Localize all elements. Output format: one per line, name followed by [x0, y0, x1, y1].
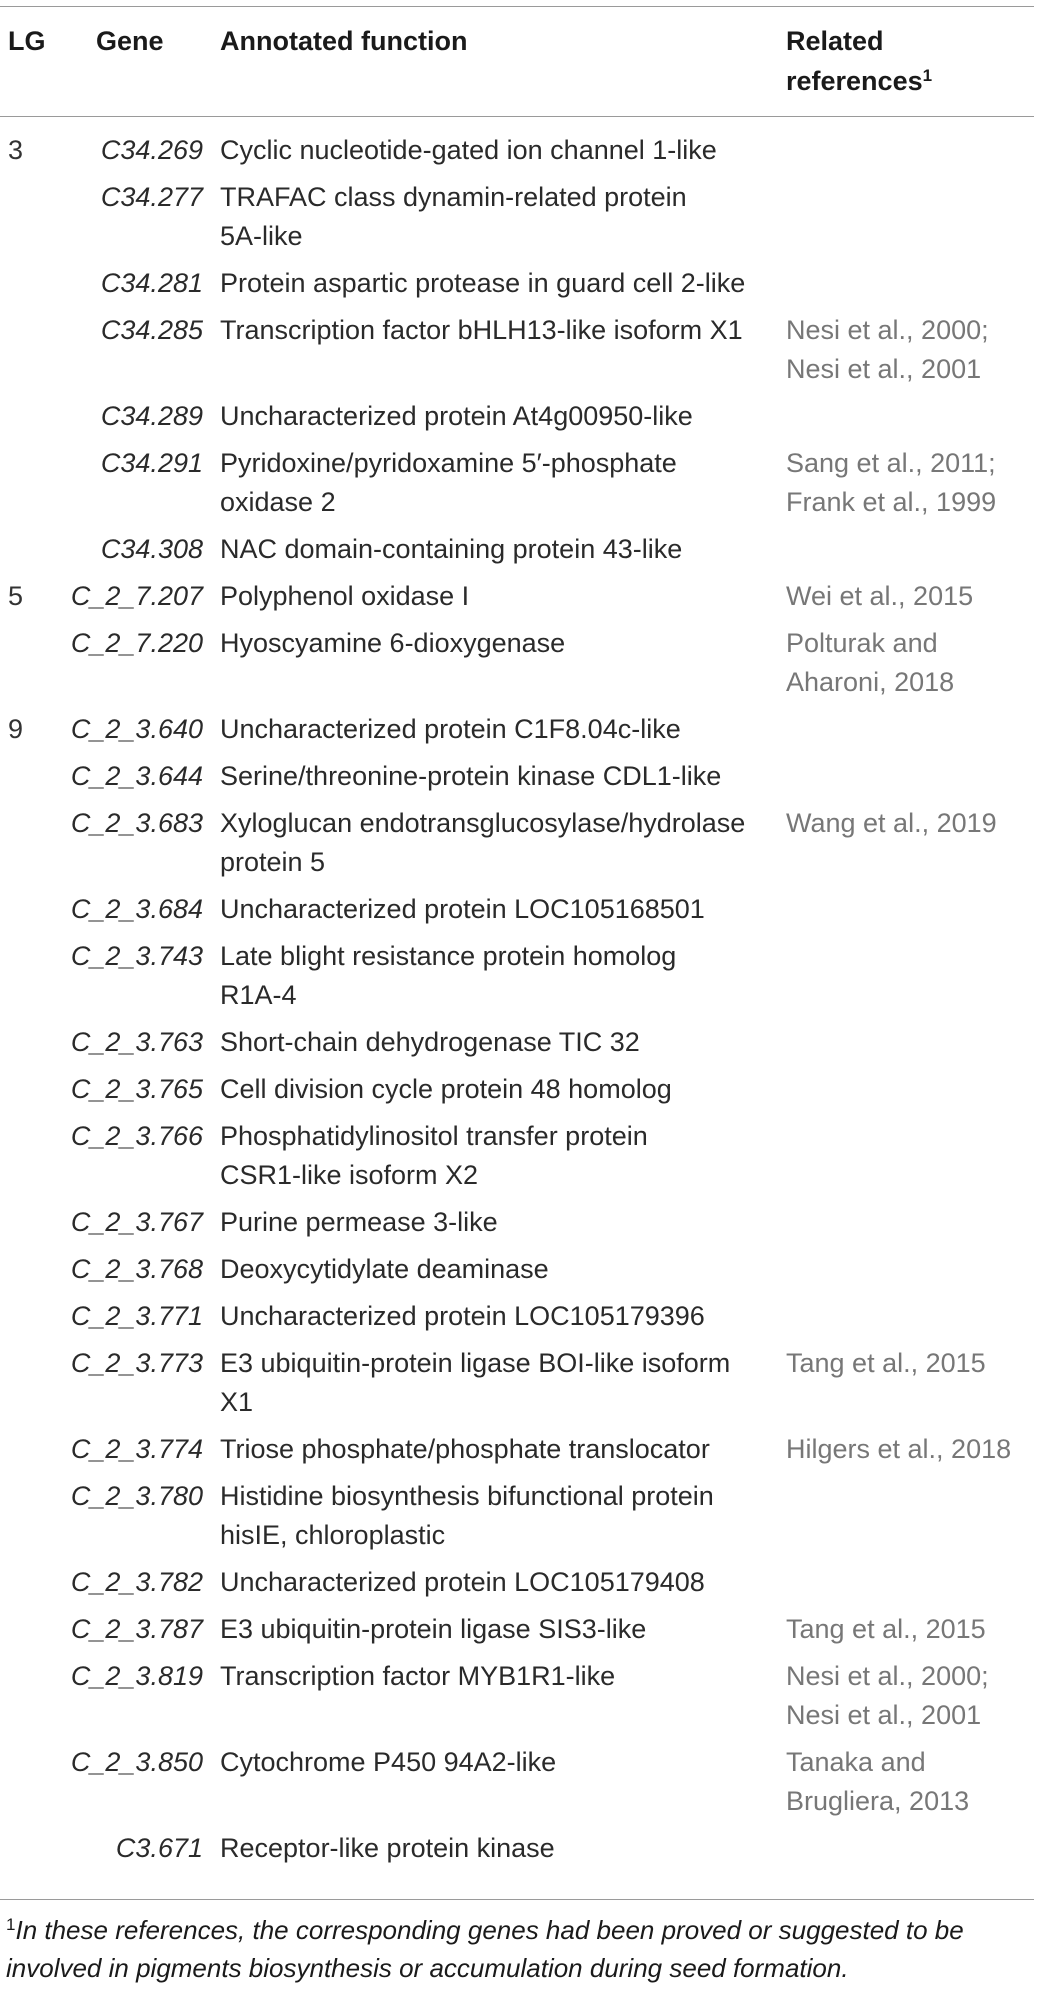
cell-annotated-function — [220, 1344, 780, 1422]
cell-related-references — [786, 1610, 1040, 1649]
function-line: Uncharacterized protein LOC105179396 — [220, 1301, 705, 1331]
cell-gene: C_2_7.207 — [70, 581, 203, 611]
cell-annotated-function — [220, 1117, 780, 1195]
reference-line: Nesi et al., 2000; — [786, 1661, 989, 1691]
cell-gene: C_2_3.767 — [70, 1207, 203, 1237]
function-line: oxidase 2 — [220, 487, 336, 517]
function-line: Short-chain dehydrogenase TIC 32 — [220, 1027, 640, 1057]
header-annotated-function: Annotated function — [220, 26, 468, 56]
cell-annotated-function — [220, 624, 780, 663]
function-line: Cell division cycle protein 48 homolog — [220, 1074, 672, 1104]
cell-annotated-function — [220, 444, 780, 522]
function-line: NAC domain-containing protein 43-like — [220, 534, 683, 564]
function-line: Serine/threonine-protein kinase CDL1-like — [220, 761, 722, 791]
header-lg: LG — [8, 26, 46, 56]
table-body — [0, 131, 1040, 1876]
table-row — [0, 1297, 1040, 1344]
table-row — [0, 1563, 1040, 1610]
table-row — [0, 1743, 1040, 1829]
function-line: Triose phosphate/phosphate translocator — [220, 1434, 710, 1464]
table-row — [0, 1023, 1040, 1070]
cell-annotated-function — [220, 1297, 780, 1336]
function-line: Cyclic nucleotide-gated ion channel 1-like — [220, 135, 717, 165]
cell-annotated-function — [220, 397, 780, 436]
cell-related-references — [786, 624, 1040, 702]
cell-gene: C_2_3.743 — [70, 941, 203, 971]
cell-annotated-function — [220, 1563, 780, 1602]
cell-annotated-function — [220, 1430, 780, 1469]
cell-gene: C_2_3.850 — [70, 1747, 203, 1777]
cell-gene: C_2_3.765 — [70, 1074, 203, 1104]
reference-line: Hilgers et al., 2018 — [786, 1434, 1012, 1464]
cell-annotated-function — [220, 530, 780, 569]
cell-gene: C_2_3.640 — [70, 714, 203, 744]
cell-annotated-function — [220, 1250, 780, 1289]
reference-line: Wei et al., 2015 — [786, 581, 974, 611]
cell-annotated-function — [220, 1477, 780, 1555]
cell-gene: C_2_3.766 — [70, 1121, 203, 1151]
cell-gene: C_2_7.220 — [70, 628, 203, 658]
header-references-line2: references — [786, 66, 923, 96]
function-line: Late blight resistance protein homolog — [220, 941, 677, 971]
function-line: Receptor-like protein kinase — [220, 1833, 555, 1863]
cell-related-references — [786, 1657, 1040, 1735]
cell-annotated-function — [220, 1023, 780, 1062]
header-references-footnote-marker: 1 — [922, 66, 933, 85]
cell-gene: C_2_3.644 — [70, 761, 203, 791]
table-row — [0, 530, 1040, 577]
function-line: protein 5 — [220, 847, 326, 877]
cell-gene: C_2_3.768 — [70, 1254, 203, 1284]
function-line: Protein aspartic protease in guard cell 2-like — [220, 268, 746, 298]
function-line: Uncharacterized protein LOC105179408 — [220, 1567, 705, 1597]
function-line: 5A-like — [220, 221, 303, 251]
cell-gene: C3.671 — [115, 1833, 203, 1863]
table-row — [0, 1344, 1040, 1430]
reference-line: Nesi et al., 2000; — [786, 315, 989, 345]
cell-annotated-function — [220, 937, 780, 1015]
table-row — [0, 577, 1040, 624]
reference-line: Tang et al., 2015 — [786, 1348, 986, 1378]
table-bottom-rule — [0, 1899, 1034, 1900]
table-row — [0, 131, 1040, 178]
cell-gene: C_2_3.771 — [70, 1301, 203, 1331]
table-row — [0, 1657, 1040, 1743]
reference-line: Brugliera, 2013 — [786, 1786, 970, 1816]
header-references-line1: Related — [786, 26, 884, 56]
reference-line: Tanaka and — [786, 1747, 926, 1777]
reference-line: Wang et al., 2019 — [786, 808, 997, 838]
function-line: Cytochrome P450 94A2-like — [220, 1747, 557, 1777]
cell-gene: C_2_3.782 — [70, 1567, 203, 1597]
reference-line: Frank et al., 1999 — [786, 487, 997, 517]
cell-gene: C34.277 — [100, 182, 203, 212]
cell-related-references — [786, 311, 1040, 389]
table-row — [0, 1117, 1040, 1203]
cell-annotated-function — [220, 1070, 780, 1109]
table-row — [0, 1070, 1040, 1117]
table-header-rule — [0, 116, 1034, 117]
cell-annotated-function — [220, 890, 780, 929]
function-line: Histidine biosynthesis bifunctional protein — [220, 1481, 714, 1511]
function-line: Pyridoxine/pyridoxamine 5′-phosphate — [220, 448, 677, 478]
function-line: Hyoscyamine 6-dioxygenase — [220, 628, 566, 658]
function-line: E3 ubiquitin-protein ligase BOI-like isoform — [220, 1348, 731, 1378]
cell-gene: C34.285 — [100, 315, 203, 345]
function-line: Phosphatidylinositol transfer protein — [220, 1121, 648, 1151]
cell-gene: C34.289 — [100, 401, 203, 431]
cell-lg: 9 — [8, 714, 24, 744]
cell-gene: C34.269 — [100, 135, 203, 165]
table-row — [0, 311, 1040, 397]
cell-annotated-function — [220, 1203, 780, 1242]
function-line: Transcription factor MYB1R1-like — [220, 1661, 616, 1691]
table-row — [0, 178, 1040, 264]
footnote-text: In these references, the corresponding genes had been proved or suggested to be involved in pigments biosynthesis or accumulation during seed formation. — [6, 1915, 964, 1983]
cell-annotated-function — [220, 804, 780, 882]
table-row — [0, 444, 1040, 530]
cell-annotated-function — [220, 710, 780, 749]
table-row — [0, 804, 1040, 890]
function-line: R1A-4 — [220, 980, 297, 1010]
table-row — [0, 1829, 1040, 1876]
cell-gene: C34.281 — [100, 268, 203, 298]
function-line: Uncharacterized protein C1F8.04c-like — [220, 714, 681, 744]
function-line: CSR1-like isoform X2 — [220, 1160, 479, 1190]
table-row — [0, 397, 1040, 444]
function-line: hisIE, chloroplastic — [220, 1520, 446, 1550]
cell-related-references — [786, 804, 1040, 843]
table-row — [0, 1430, 1040, 1477]
header-related-references — [786, 21, 932, 101]
table-row — [0, 757, 1040, 804]
reference-line: Nesi et al., 2001 — [786, 1700, 982, 1730]
cell-annotated-function — [220, 178, 780, 256]
cell-annotated-function — [220, 757, 780, 796]
function-line: Polyphenol oxidase I — [220, 581, 470, 611]
cell-annotated-function — [220, 577, 780, 616]
cell-annotated-function — [220, 1657, 780, 1696]
table-row — [0, 1610, 1040, 1657]
table-row — [0, 1250, 1040, 1297]
cell-lg: 3 — [8, 135, 24, 165]
cell-related-references — [786, 1344, 1040, 1383]
function-line: X1 — [220, 1387, 254, 1417]
function-line: TRAFAC class dynamin-related protein — [220, 182, 687, 212]
cell-annotated-function — [220, 264, 780, 303]
cell-annotated-function — [220, 1829, 780, 1868]
cell-annotated-function — [220, 1610, 780, 1649]
cell-related-references — [786, 577, 1040, 616]
table-row — [0, 624, 1040, 710]
function-line: Uncharacterized protein LOC105168501 — [220, 894, 705, 924]
cell-gene: C_2_3.684 — [70, 894, 203, 924]
reference-line: Aharoni, 2018 — [786, 667, 955, 697]
cell-related-references — [786, 444, 1040, 522]
table-row — [0, 1477, 1040, 1563]
table-row — [0, 710, 1040, 757]
cell-gene: C_2_3.819 — [70, 1661, 203, 1691]
table-row — [0, 937, 1040, 1023]
cell-gene: C_2_3.774 — [70, 1434, 203, 1464]
cell-annotated-function — [220, 311, 780, 350]
table-footnote — [6, 1911, 1036, 1987]
header-gene: Gene — [96, 26, 164, 56]
cell-gene: C_2_3.773 — [70, 1348, 203, 1378]
table-row — [0, 1203, 1040, 1250]
cell-lg: 5 — [8, 581, 24, 611]
function-line: E3 ubiquitin-protein ligase SIS3-like — [220, 1614, 647, 1644]
table-top-rule — [0, 6, 1034, 7]
function-line: Transcription factor bHLH13-like isoform X1 — [220, 315, 743, 345]
cell-gene: C34.291 — [100, 448, 203, 478]
cell-gene: C_2_3.763 — [70, 1027, 203, 1057]
function-line: Xyloglucan endotransglucosylase/hydrolase — [220, 808, 746, 838]
cell-gene: C_2_3.787 — [70, 1614, 203, 1644]
reference-line: Tang et al., 2015 — [786, 1614, 986, 1644]
footnote-marker: 1 — [6, 1915, 16, 1934]
cell-annotated-function — [220, 1743, 780, 1782]
reference-line: Polturak and — [786, 628, 938, 658]
cell-related-references — [786, 1430, 1040, 1469]
table-row — [0, 890, 1040, 937]
table-row — [0, 264, 1040, 311]
function-line: Purine permease 3-like — [220, 1207, 498, 1237]
cell-gene: C_2_3.683 — [70, 808, 203, 838]
cell-gene: C34.308 — [100, 534, 203, 564]
reference-line: Nesi et al., 2001 — [786, 354, 982, 384]
reference-line: Sang et al., 2011; — [786, 448, 996, 478]
function-line: Uncharacterized protein At4g00950-like — [220, 401, 693, 431]
function-line: Deoxycytidylate deaminase — [220, 1254, 549, 1284]
cell-related-references — [786, 1743, 1040, 1821]
cell-gene: C_2_3.780 — [70, 1481, 203, 1511]
cell-annotated-function — [220, 131, 780, 170]
